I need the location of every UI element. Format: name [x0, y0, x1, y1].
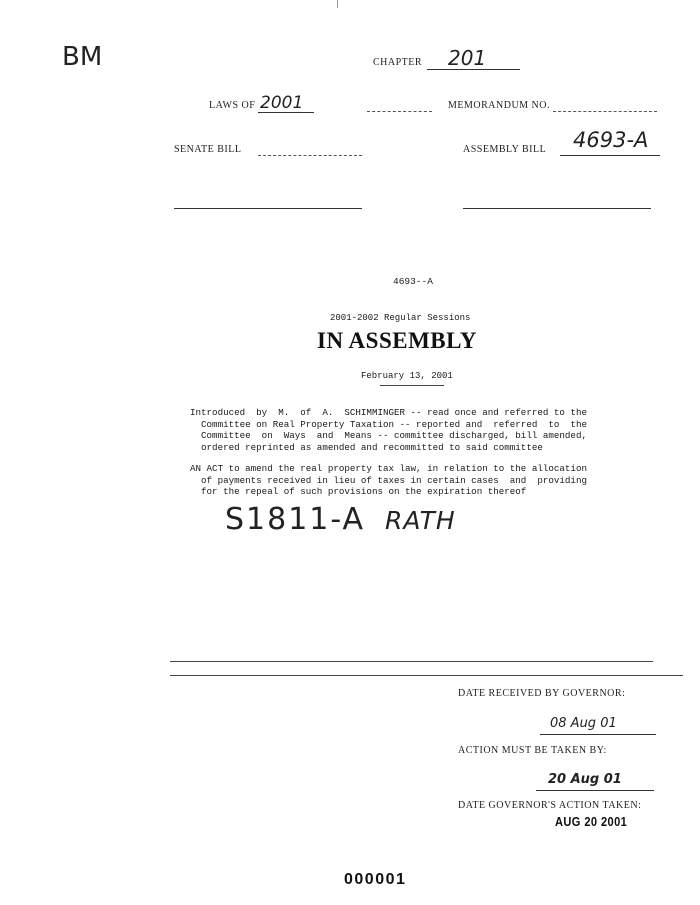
senate-bill-underline	[258, 155, 362, 156]
action-deadline-label: ACTION MUST BE TAKEN BY:	[458, 745, 607, 756]
signature-line-right	[463, 208, 651, 209]
handwritten-senate-bill: S1811-A	[225, 502, 366, 537]
margin-note-initials: BM	[62, 42, 103, 72]
scan-mark	[337, 0, 338, 8]
page-number: 000001	[344, 871, 407, 888]
memorandum-underline	[553, 111, 657, 112]
bill-sessions: 2001-2002 Regular Sessions	[330, 313, 471, 323]
introduced-paragraph	[190, 407, 587, 453]
introduced-line: Committee on Ways and Means -- committee discharged, bill amended,	[190, 430, 587, 441]
section-rule-top	[170, 661, 653, 662]
bill-date: February 13, 2001	[361, 371, 453, 381]
laws-of-underline	[258, 112, 314, 113]
section-rule-bottom	[170, 675, 683, 676]
date-received-underline	[540, 734, 656, 735]
bill-date-rule	[380, 385, 444, 386]
act-line: for the repeal of such provisions on the expiration thereof	[190, 486, 527, 497]
chapter-label: CHAPTER	[373, 57, 423, 68]
action-taken-stamp: AUG 20 2001	[555, 814, 628, 829]
date-received-label: DATE RECEIVED BY GOVERNOR:	[458, 688, 626, 699]
action-deadline-underline	[536, 790, 654, 791]
laws-of-label: LAWS OF	[209, 100, 256, 111]
memorandum-label: MEMORANDUM NO.	[448, 100, 551, 111]
action-taken-label: DATE GOVERNOR'S ACTION TAKEN:	[458, 800, 642, 811]
signature-line-left	[174, 208, 362, 209]
introduced-line: ordered reprinted as amended and recommitted to said committee	[190, 441, 543, 453]
introduced-line: Committee on Real Property Taxation -- reported and referred to the	[190, 418, 587, 430]
act-paragraph	[190, 463, 587, 498]
action-deadline-value: 20 Aug 01	[548, 772, 622, 787]
introduced-line: Introduced by M. of A. SCHIMMINGER -- read once and referred to the	[190, 407, 587, 418]
act-line: AN ACT to amend the real property tax law, in relation to the allocation	[190, 463, 587, 474]
chapter-value: 201	[448, 46, 487, 70]
senate-bill-label: SENATE BILL	[174, 144, 242, 155]
chapter-underline	[427, 69, 520, 70]
bill-number: 4693--A	[393, 276, 433, 287]
assembly-bill-label: ASSEMBLY BILL	[463, 144, 547, 155]
assembly-bill-underline	[560, 155, 660, 156]
laws-of-value: 2001	[260, 93, 304, 113]
date-received-value: 08 Aug 01	[550, 716, 617, 731]
blank-line	[367, 111, 432, 112]
act-line: of payments received in lieu of taxes in certain cases and providing	[190, 474, 587, 486]
assembly-bill-value: 4693-A	[573, 128, 649, 152]
handwritten-sponsor: RATH	[385, 506, 456, 535]
bill-house-title: IN ASSEMBLY	[317, 328, 477, 353]
